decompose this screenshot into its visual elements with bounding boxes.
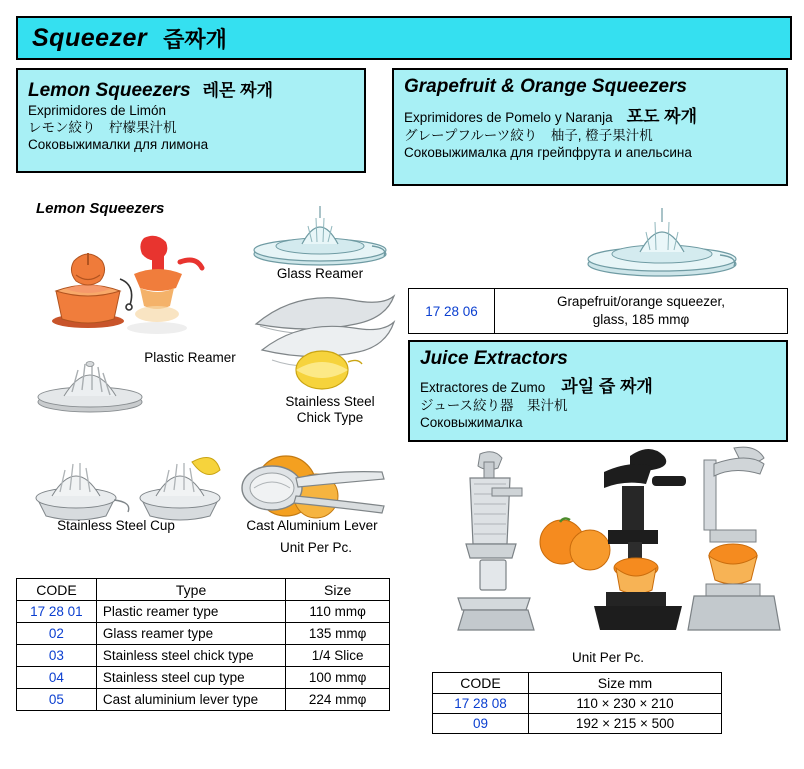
cell-size: 100 mmφ — [286, 667, 390, 689]
cell-type: Glass reamer type — [96, 623, 285, 645]
glass-reamer-illustration — [250, 196, 390, 268]
table-row — [17, 601, 390, 623]
lemon-spec-table — [16, 578, 390, 711]
juice-unit-note: Unit Per Pc. — [571, 650, 645, 665]
cell-size: 135 mmφ — [286, 623, 390, 645]
cell-type: Cast aluminium lever type — [96, 689, 285, 711]
lemon-sub-jp: レモン絞り 柠檬果汁机 — [28, 120, 177, 135]
cell-code: 17 28 08 — [433, 694, 529, 714]
grapefruit-sub-jp: グレープフルーツ絞り 柚子, 橙子果汁机 — [404, 128, 653, 143]
table-row — [433, 694, 722, 714]
table-header-row — [433, 673, 722, 694]
juice-sub-ru: Соковыжималка — [420, 415, 523, 430]
lemon-squeezers-heading-box — [16, 68, 366, 173]
lemon-sub-ru: Соковыжималки для лимона — [28, 137, 209, 152]
col-code: CODE — [17, 579, 97, 601]
juice-extractor-right-illustration — [676, 444, 786, 640]
cell-size: 224 mmφ — [286, 689, 390, 711]
cell-code: 02 — [17, 623, 97, 645]
juice-sub-jp: ジュース絞り器 果汁机 — [420, 398, 568, 413]
col-size: Size mm — [529, 673, 722, 694]
page-title-en: Squeezer — [32, 23, 148, 52]
cell-code: 17 28 06 — [409, 289, 495, 334]
cell-code: 04 — [17, 667, 97, 689]
cell-type: Plastic reamer type — [96, 601, 285, 623]
col-size: Size — [286, 579, 390, 601]
cell-code: 09 — [433, 714, 529, 734]
grapefruit-spec-table — [408, 288, 788, 334]
juice-extractors-heading-box — [408, 340, 788, 442]
grapefruit-heading-en: Grapefruit & Orange Squeezers — [404, 76, 687, 97]
grapefruit-heading-kr: 포도 짜개 — [626, 107, 698, 126]
lemon-sub-es: Exprimidores de Limón — [28, 103, 167, 118]
chick-type-squeezer-illustration — [250, 290, 398, 398]
col-type: Type — [96, 579, 285, 601]
page-title-kr: 즙짜개 — [163, 26, 227, 52]
table-row — [17, 645, 390, 667]
caption-steel-cup: Stainless Steel Cup — [57, 518, 175, 533]
lemon-heading-kr: 레몬 짜개 — [202, 81, 274, 100]
lemon-unit-note: Unit Per Pc. — [279, 540, 353, 555]
table-row — [17, 667, 390, 689]
steel-cup-squeezer-illustration — [24, 440, 224, 524]
cell-code: 05 — [17, 689, 97, 711]
juice-heading-en: Juice Extractors — [420, 348, 568, 369]
table-row — [409, 289, 788, 334]
cell-code: 17 28 01 — [17, 601, 97, 623]
cell-desc: Grapefruit/orange squeezer, glass, 185 mmφ — [495, 289, 788, 334]
lemon-group-label: Lemon Squeezers — [36, 200, 165, 217]
cell-size: 192 × 215 × 500 — [529, 714, 722, 734]
plastic-reamer-parts-illustration — [120, 232, 210, 337]
table-row — [17, 689, 390, 711]
cell-type: Stainless steel chick type — [96, 645, 285, 667]
cell-size: 110 mmφ — [286, 601, 390, 623]
grapefruit-glass-squeezer-illustration — [582, 202, 742, 278]
juice-sub-es: Extractores de Zumo — [420, 380, 546, 395]
grapefruit-sub-ru: Соковыжималка для грейпфрута и апельсина — [404, 145, 692, 160]
juice-extractor-left-illustration — [440, 448, 550, 638]
lemon-heading-en: Lemon Squeezers — [28, 80, 191, 101]
cell-code: 03 — [17, 645, 97, 667]
col-code: CODE — [433, 673, 529, 694]
caption-glass-reamer: Glass Reamer — [276, 266, 364, 281]
grapefruit-heading-box — [392, 68, 788, 186]
cell-size: 1/4 Slice — [286, 645, 390, 667]
table-row — [433, 714, 722, 734]
caption-chick-type: Stainless Steel Chick Type — [285, 394, 375, 425]
page-title-bar — [16, 16, 792, 60]
juice-heading-kr: 과일 즙 짜개 — [561, 377, 653, 396]
cell-type: Stainless steel cup type — [96, 667, 285, 689]
grapefruit-sub-es: Exprimidores de Pomelo y Naranja — [404, 110, 613, 125]
table-row — [17, 623, 390, 645]
cast-aluminium-lever-illustration — [226, 440, 396, 524]
cell-size: 110 × 230 × 210 — [529, 694, 722, 714]
juice-spec-table — [432, 672, 722, 734]
table-header-row — [17, 579, 390, 601]
caption-plastic-reamer: Plastic Reamer — [144, 350, 236, 365]
caption-cast-lever: Cast Aluminium Lever — [246, 518, 378, 533]
